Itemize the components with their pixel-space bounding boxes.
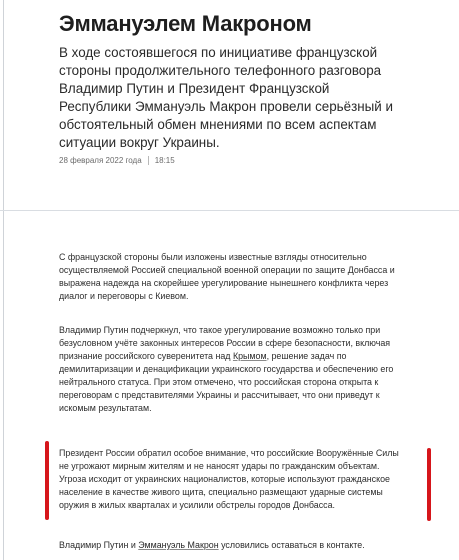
article-lead bbox=[59, 44, 404, 152]
publish-date: 28 февраля 2022 года bbox=[59, 156, 142, 165]
paragraph-2 bbox=[59, 324, 404, 415]
paragraph-text-before: Владимир Путин подчеркнул, что такое урегулирование возможно только при безусловном учёте законных интересов России в сфере безопасности, включая признание российского суверенитета над bbox=[59, 325, 391, 361]
paragraph-text bbox=[59, 324, 404, 415]
meta-separator bbox=[148, 156, 149, 165]
paragraph-text: Президент России обратил особое внимание, что российские Вооружённые Силы не угрожают мирным жителям и не наносят удары по гражданским объектам. Угроза исходит от украинских националистов, которые используют гражданское население в качестве живого щита, специально размещают ударные системы оружия в жилых кварталах и усилили обстрелы городов Донбасса. bbox=[59, 448, 399, 510]
left-border bbox=[3, 0, 4, 560]
crimea-link[interactable]: Крымом bbox=[232, 351, 267, 361]
article-title: Эммануэлем Макроном bbox=[59, 10, 312, 36]
publish-time: 18:15 bbox=[154, 156, 175, 165]
red-highlight-mark-right bbox=[427, 448, 431, 521]
paragraph-1 bbox=[59, 251, 404, 303]
paragraph-text: С французской стороны были изложены известные взгляды относительно осуществляемой Россией специальной военной операции по защите Донбасса и выражена надежда на скорейшее урегулирование нынешнего конфликта через диалог и переговоры с Киевом. bbox=[59, 252, 395, 301]
paragraph-text-after: , решение задач по демилитаризации и денацификации украинского государства и обеспечению его нейтрального статуса. При этом отмечено, что российская сторона открыта к переговорам с представителями Украины и рассчитывает, что они приведут к искомым результатам. bbox=[59, 351, 394, 413]
paragraph-text-before: Владимир Путин и bbox=[59, 540, 139, 550]
lead-text: В ходе состоявшегося по инициативе французской стороны продолжительного телефонного разговора Владимир Путин и Президент Французской Республики Эммануэль Макрон провели серьёзный и обстоятельный обмен мнениями по всем аспектам ситуации вокруг Украины. bbox=[59, 45, 393, 150]
article-meta bbox=[59, 156, 175, 165]
paragraph-text-after: условились оставаться в контакте. bbox=[218, 540, 365, 550]
paragraph-text bbox=[59, 539, 404, 552]
red-highlight-mark-left bbox=[45, 441, 49, 520]
paragraph-3 bbox=[59, 447, 404, 512]
paragraph-4 bbox=[59, 539, 404, 552]
section-divider bbox=[0, 210, 459, 211]
macron-link[interactable]: Эммануэль Макрон bbox=[138, 540, 219, 550]
